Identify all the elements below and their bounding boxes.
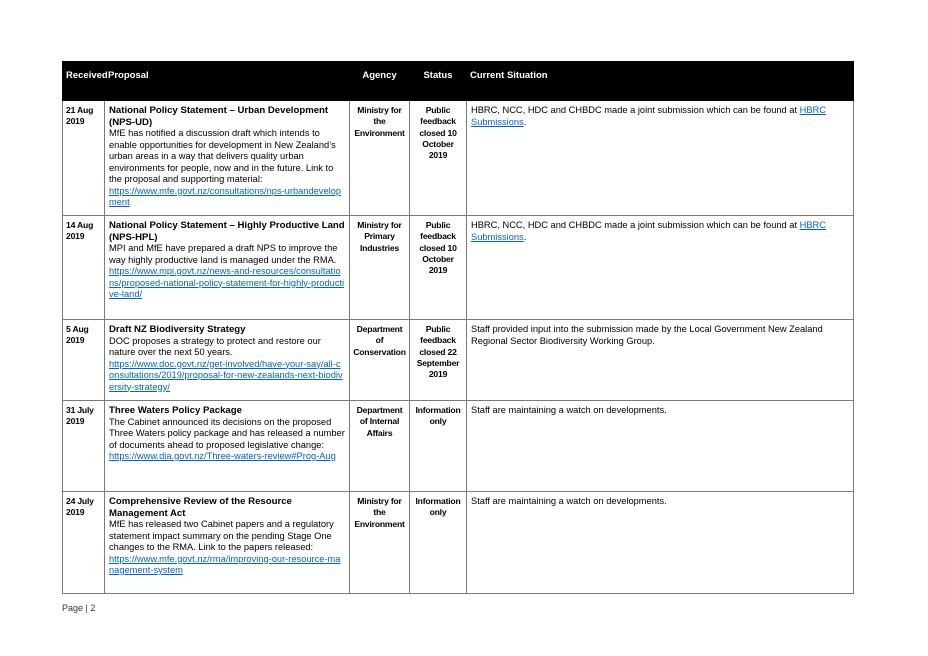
situation-text: HBRC, NCC, HDC and CHBDC made a joint submission which can be found at [471, 105, 798, 115]
received-date: 5 Aug 2019 [63, 320, 105, 401]
proposal-link[interactable]: https://www.mfe.govt.nz/consultations/nps-urbandevelopment [109, 185, 342, 207]
current-situation [467, 401, 854, 492]
received-date: 21 Aug 2019 [63, 101, 105, 216]
proposal-title: National Policy Statement – Urban Development (NPS-UD) [109, 105, 329, 128]
proposal-link[interactable]: https://www.mpi.govt.nz/news-and-resources/consultations/proposed-national-policy-statement-for-highly-productive-land/ [109, 266, 345, 299]
situation-text: Staff provided input into the submission made by the Local Government New Zealand Regional Sector Biodiversity Working Group. [471, 324, 823, 346]
proposal-link[interactable]: https://www.doc.govt.nz/get-involved/have-your-say/all-consultations/2019/proposal-for-new-zealands-next-biodiversity-strategy/ [109, 358, 343, 392]
proposal-link[interactable]: https://www.mfe.govt.nz/rma/improving-our-resource-management-system [109, 553, 341, 575]
proposal-description: MfE has released two Cabinet papers and a regulatory statement impact summary on the pending Stage One changes to the RMA. Link to the papers released: [109, 519, 334, 552]
agency: Department of Conservation [350, 320, 410, 401]
agency: Ministry for the Environment [350, 101, 410, 216]
proposal-cell [105, 101, 350, 216]
received-date: 14 Aug 2019 [63, 216, 105, 320]
situation-text: Staff are maintaining a watch on developments. [471, 496, 667, 506]
status: Information only [410, 492, 467, 594]
proposal-link[interactable]: https://www.dia.govt.nz/Three-waters-review#Prog-Aug [109, 451, 336, 461]
proposal-description: MPI and MfE have prepared a draft NPS to improve the way highly productive land is managed under the RMA. [109, 243, 338, 265]
situation-link[interactable]: HBRC Submissions [471, 220, 826, 242]
header-status: Status [410, 62, 467, 101]
proposal-title: Comprehensive Review of the Resource Management Act [109, 496, 292, 519]
proposal-cell [105, 320, 350, 401]
proposal-title: National Policy Statement – Highly Productive Land (NPS-HPL) [109, 220, 345, 243]
status: Public feedback closed 22 September 2019 [410, 320, 467, 401]
proposal-description: The Cabinet announced its decisions on the proposed Three Waters policy package and has released a number of documents ahead to proposed legislative change: [109, 416, 345, 450]
situation-text: HBRC, NCC, HDC and CHBDC made a joint submission which can be found at [471, 220, 798, 230]
header-proposal: Proposal [105, 62, 350, 101]
situation-suffix: . [523, 116, 527, 127]
header-current-situation: Current Situation [467, 62, 854, 101]
table-row [63, 320, 854, 401]
proposals-table [62, 61, 854, 594]
current-situation [467, 101, 854, 216]
table-row [63, 492, 854, 594]
status: Public feedback closed 10 October 2019 [410, 216, 467, 320]
current-situation [467, 492, 854, 594]
status: Public feedback closed 10 October 2019 [410, 101, 467, 216]
agency: Department of Internal Affairs [350, 401, 410, 492]
proposal-title: Three Waters Policy Package [109, 405, 242, 416]
proposal-cell [105, 401, 350, 492]
proposal-cell [105, 492, 350, 594]
proposal-cell [105, 216, 350, 320]
proposal-title: Draft NZ Biodiversity Strategy [109, 324, 246, 335]
current-situation [467, 216, 854, 320]
table-header-row [63, 62, 854, 101]
agency: Ministry for Primary Industries [350, 216, 410, 320]
agency: Ministry for the Environment [350, 492, 410, 594]
received-date: 24 July 2019 [63, 492, 105, 594]
status: Information only [410, 401, 467, 492]
received-date: 31 July 2019 [63, 401, 105, 492]
header-received: Received [63, 62, 105, 101]
proposal-description: DOC proposes a strategy to protect and restore our nature over the next 50 years. [109, 335, 321, 357]
page-footer: Page | 2 [62, 603, 96, 613]
situation-suffix: . [523, 231, 527, 242]
situation-text: Staff are maintaining a watch on developments. [471, 405, 667, 415]
table-row [63, 101, 854, 216]
situation-link[interactable]: HBRC Submissions [471, 105, 826, 127]
current-situation [467, 320, 854, 401]
proposal-description: MfE has notified a discussion draft which intends to enable opportunities for development in New Zealand’s urban areas in a way that delivers quality urban environments for people, now and in the future. Link to the proposal and supporting material: [109, 128, 336, 184]
table-row [63, 401, 854, 492]
header-agency: Agency [350, 62, 410, 101]
table-row [63, 216, 854, 320]
